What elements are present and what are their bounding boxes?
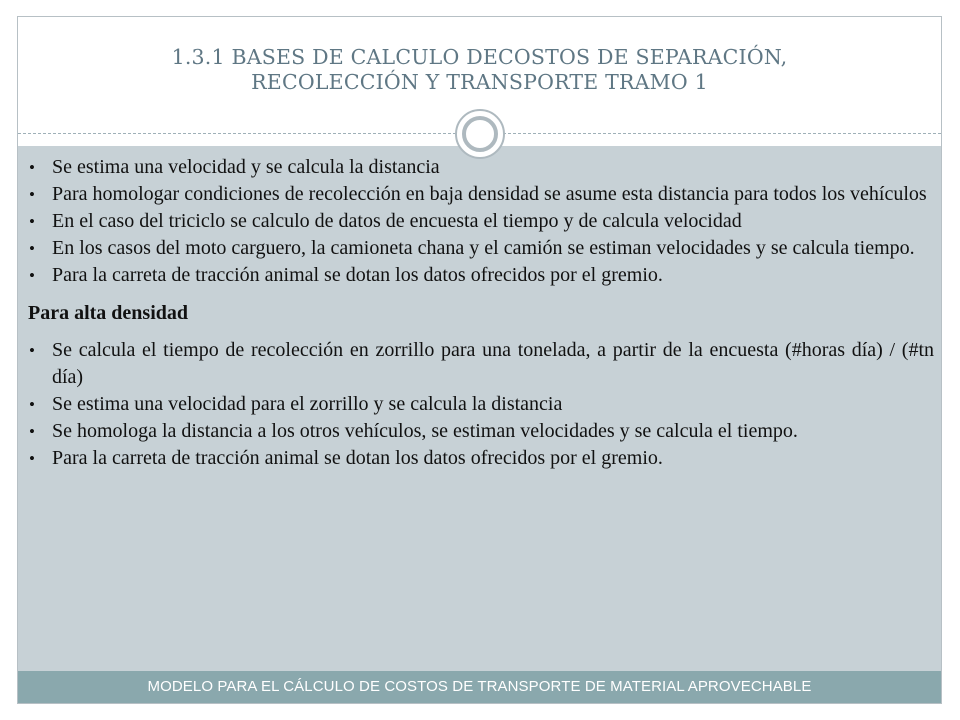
list-item: • Se estima una velocidad para el zorrillo y se calcula la distancia — [28, 391, 934, 418]
title-line-2: RECOLECCIÓN Y TRANSPORTE TRAMO 1 — [251, 70, 708, 94]
list-item: • En el caso del triciclo se calculo de datos de encuesta el tiempo y de calcula velocidad — [28, 208, 934, 235]
list-item: • Se calcula el tiempo de recolección en zorrillo para una tonelada, a partir de la encuesta (#horas día) / (#tn día) — [28, 337, 934, 391]
title-line-1: 1.3.1 BASES DE CALCULO DECOSTOS DE SEPARACIÓN, — [171, 45, 788, 69]
list-item: • Se estima una velocidad y se calcula la distancia — [28, 154, 934, 181]
footer-banner: MODELO PARA EL CÁLCULO DE COSTOS DE TRANSPORTE DE MATERIAL APROVECHABLE — [18, 671, 941, 703]
list-item: • Para la carreta de tracción animal se dotan los datos ofrecidos por el gremio. — [28, 445, 934, 472]
list-item: • Para la carreta de tracción animal se dotan los datos ofrecidos por el gremio. — [28, 262, 934, 289]
subheading-high-density: Para alta densidad — [28, 302, 189, 324]
slide-frame — [17, 16, 942, 704]
list-item: • Se homologa la distancia a los otros vehículos, se estiman velocidades y se calcula el tiempo. — [28, 418, 934, 445]
list-item: • Para homologar condiciones de recolección en baja densidad se asume esta distancia para todos los vehículos — [28, 181, 934, 208]
list-item: • En los casos del moto carguero, la camioneta chana y el camión se estiman velocidades y se calcula tiempo. — [28, 235, 934, 262]
